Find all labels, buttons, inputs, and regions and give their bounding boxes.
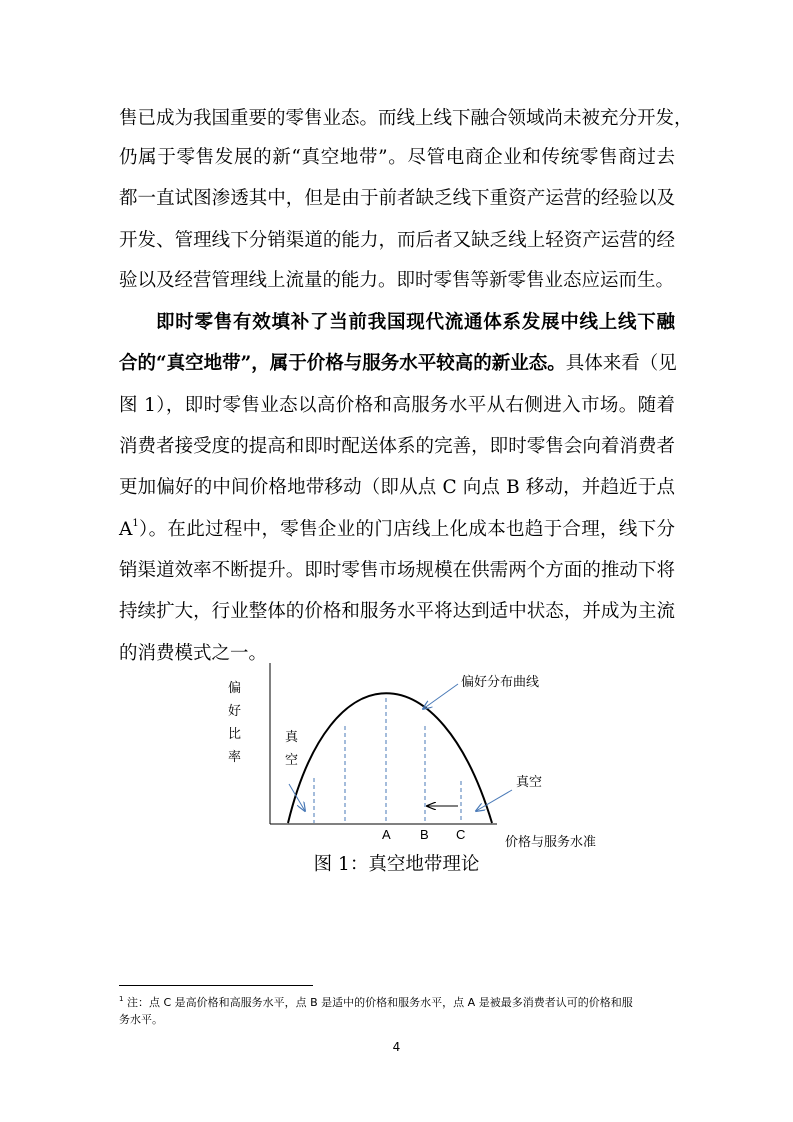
y-axis-label-char: 比	[228, 726, 242, 741]
footnote-divider	[119, 985, 313, 986]
y-axis-label-char: 好	[228, 703, 242, 718]
point-b-label: B	[420, 827, 429, 842]
body-line: 验以及经营管理线上流量的能力。即时零售等新零售业态应运而生。	[119, 270, 675, 291]
page-number: 4	[392, 1040, 401, 1054]
body-line: 开发、管理线下分销渠道的能力，而后者又缺乏线上轻资产运营的经	[119, 230, 675, 251]
footnote-line	[119, 994, 675, 1011]
line-rest: ）。在此过程中，零售企业的门店线上化成本也趋于合理，线下分	[138, 519, 675, 540]
body-line: 售已成为我国重要的零售业态。而线上线下融合领域尚未被充分开发，	[119, 108, 693, 129]
normal-phrase: 具体来看（见	[565, 353, 677, 374]
body-line: 更加偏好的中间价格地带移动（即从点 C 向点 B 移动，并趋近于点	[119, 477, 675, 498]
right-vacuum-label: 真空	[516, 774, 543, 789]
y-axis-label-char: 偏	[228, 680, 242, 695]
y-axis-label-char: 率	[228, 749, 242, 764]
figure-caption: 图 1：真空地带理论	[313, 854, 480, 875]
body-line: 消费者接受度的提高和即时配送体系的完善，即时零售会向着消费者	[119, 436, 675, 457]
body-line-bold: 即时零售有效填补了当前我国现代流通体系发展中线上线下融	[156, 312, 675, 333]
body-line: 图 1），即时零售业态以高价格和高服务水平从右侧进入市场。随着	[119, 395, 675, 416]
bold-phrase: 合的“真空地带”，属于价格与服务水平较高的新业态。	[119, 353, 566, 374]
body-line: 的消费模式之一。	[119, 643, 268, 664]
left-vacuum-label: 真	[285, 729, 299, 744]
x-axis-label: 价格与服务水准	[505, 834, 597, 849]
point-c-label: C	[456, 827, 466, 842]
left-vacuum-label: 空	[285, 752, 299, 767]
body-line: 仍属于零售发展的新“真空地带”。尽管电商企业和传统零售商过去	[119, 147, 675, 168]
footnote-marker: 1	[119, 995, 124, 1003]
curve-label-arrow	[423, 684, 458, 709]
curve-label: 偏好分布曲线	[461, 674, 540, 689]
body-line: 都一直试图渗透其中，但是由于前者缺乏线下重资产运营的经验以及	[119, 188, 675, 209]
footnote-line: 务水平。	[119, 1013, 163, 1026]
footnote-text: 注：点 C 是高价格和高服务水平，点 B 是适中的价格和服务水平，点 A 是被最多消费者认可的价格和服	[126, 996, 633, 1009]
footnote	[119, 994, 675, 1028]
body-line: 持续扩大，行业整体的价格和服务水平将达到适中状态，并成为主流	[119, 601, 675, 622]
footnote-ref[interactable]: 1	[132, 518, 139, 529]
point-a-label: A	[382, 827, 391, 842]
point-a-text: A	[119, 519, 133, 540]
body-line: 销渠道效率不断提升。即时零售市场规模在供需两个方面的推动下将	[119, 560, 675, 581]
